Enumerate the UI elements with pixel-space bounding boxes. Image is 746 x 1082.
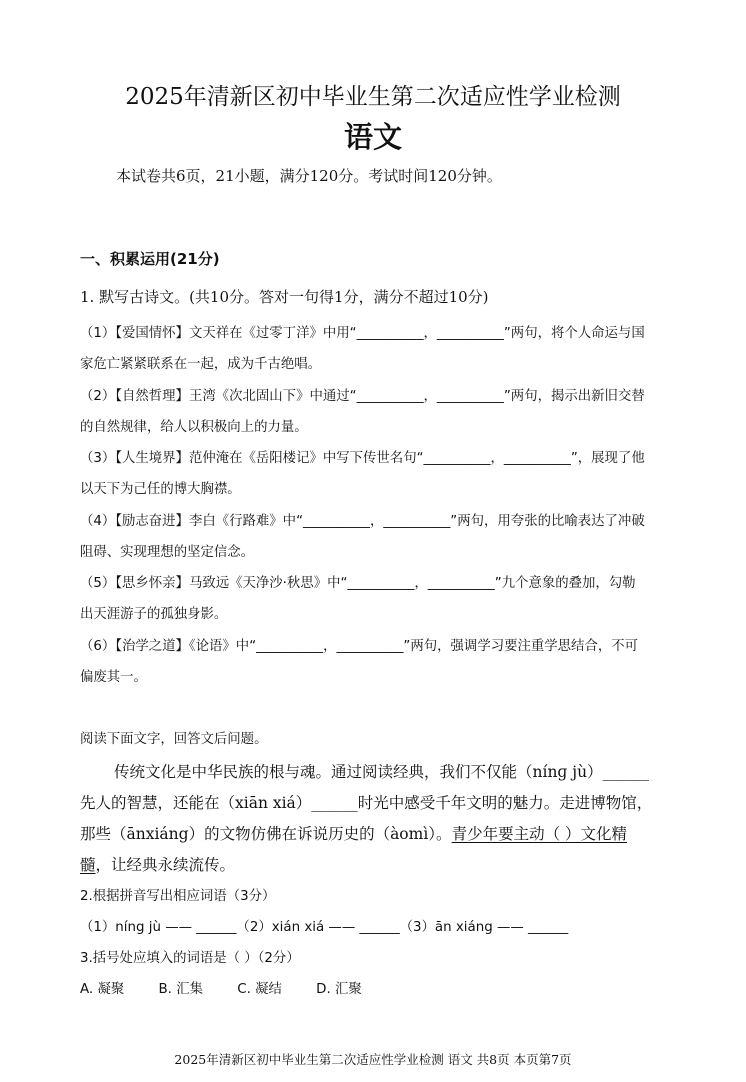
option-a: A. 凝聚 (80, 982, 125, 997)
exam-intro: 本试卷共6页，21小题，满分120分。考试时间120分钟。 (116, 167, 502, 185)
item-2-line-1: （2）【自然哲理】王湾《次北固山下》中通过“__________，__________”两句，揭示出新旧交替 (80, 389, 645, 404)
option-b: B. 汇集 (158, 982, 203, 997)
item-6-line-1: （6）【治学之道】《论语》中“__________，__________”两句，强调学习要注重学思结合，不可 (80, 639, 639, 654)
exam-title: 2025年清新区初中毕业生第二次适应性学业检测 (125, 84, 621, 110)
subject-title: 语文 (343, 120, 402, 154)
passage-line-1: 传统文化是中华民族的根与魂。通过阅读经典，我们不仅能（nínɡ jù）______ (114, 763, 650, 781)
passage-line-2: 先人的智慧，还能在（xiān xiá）______时光中感受千年文明的魅力。走进博物馆， (80, 794, 653, 812)
item-2-line-2: 的自然规律，给人以积极向上的力量。 (80, 420, 308, 435)
section-heading: 一、积累运用(21分) (80, 250, 220, 268)
item-3-line-1: （3）【人生境界】范仲淹在《岳阳楼记》中写下传世名句“__________，__________”，展现了他 (80, 451, 645, 466)
question-3-label: 3.括号处应填入的词语是（ ）（2分） (80, 951, 300, 966)
option-d: D. 汇聚 (316, 982, 362, 997)
reading-intro: 阅读下面文字，回答文后问题。 (80, 732, 268, 747)
question-2-label: 2.根据拼音写出相应词语（3分） (80, 889, 276, 904)
question-1: 1. 默写古诗文。(共10分。答对一句得1分，满分不超过10分) (80, 288, 489, 306)
passage-line-3 (80, 822, 627, 844)
option-c: C. 凝结 (237, 982, 282, 997)
item-4-line-1: （4）【励志奋进】李白《行路难》中“__________，__________”两句，用夸张的比喻表达了冲破 (80, 514, 645, 529)
page-footer: 2025年清新区初中毕业生第二次适应性学业检测 语文 共8页 本页第7页 (174, 1052, 572, 1067)
passage-underlined-end: 髓 (80, 856, 96, 874)
item-4-line-2: 阻碍、实现理想的坚定信念。 (80, 545, 255, 560)
item-5-line-2: 出天涯游子的孤独身影。 (80, 607, 228, 622)
question-2-line: （1）níng jù —— ______（2）xián xiá —— ______（3）ān xiáng —— ______ (80, 920, 569, 935)
question-3-options (80, 978, 392, 997)
passage-line-4-text: ，让经典永续流传。 (95, 856, 236, 874)
passage-line-3-text: 那些（ānxiáng）的文物仿佛在诉说历史的（àomì）。 (80, 825, 452, 843)
item-5-line-1: （5）【思乡怀亲】马致远《天净沙·秋思》中“__________，__________”九个意象的叠加，勾勒 (80, 576, 636, 591)
item-6-line-2: 偏废其一。 (80, 670, 147, 685)
passage-line-4 (80, 853, 235, 875)
item-3-line-2: 以天下为己任的博大胸襟。 (80, 482, 241, 497)
item-1-line-1: （1）【爱国情怀】文天祥在《过零丁洋》中用“__________，__________”两句，将个人命运与国 (80, 326, 645, 341)
passage-underlined-sentence: 青少年要主动（ ）文化精 (451, 825, 627, 843)
item-1-line-2: 家危亡紧紧联系在一起，成为千古绝唱。 (80, 357, 322, 372)
